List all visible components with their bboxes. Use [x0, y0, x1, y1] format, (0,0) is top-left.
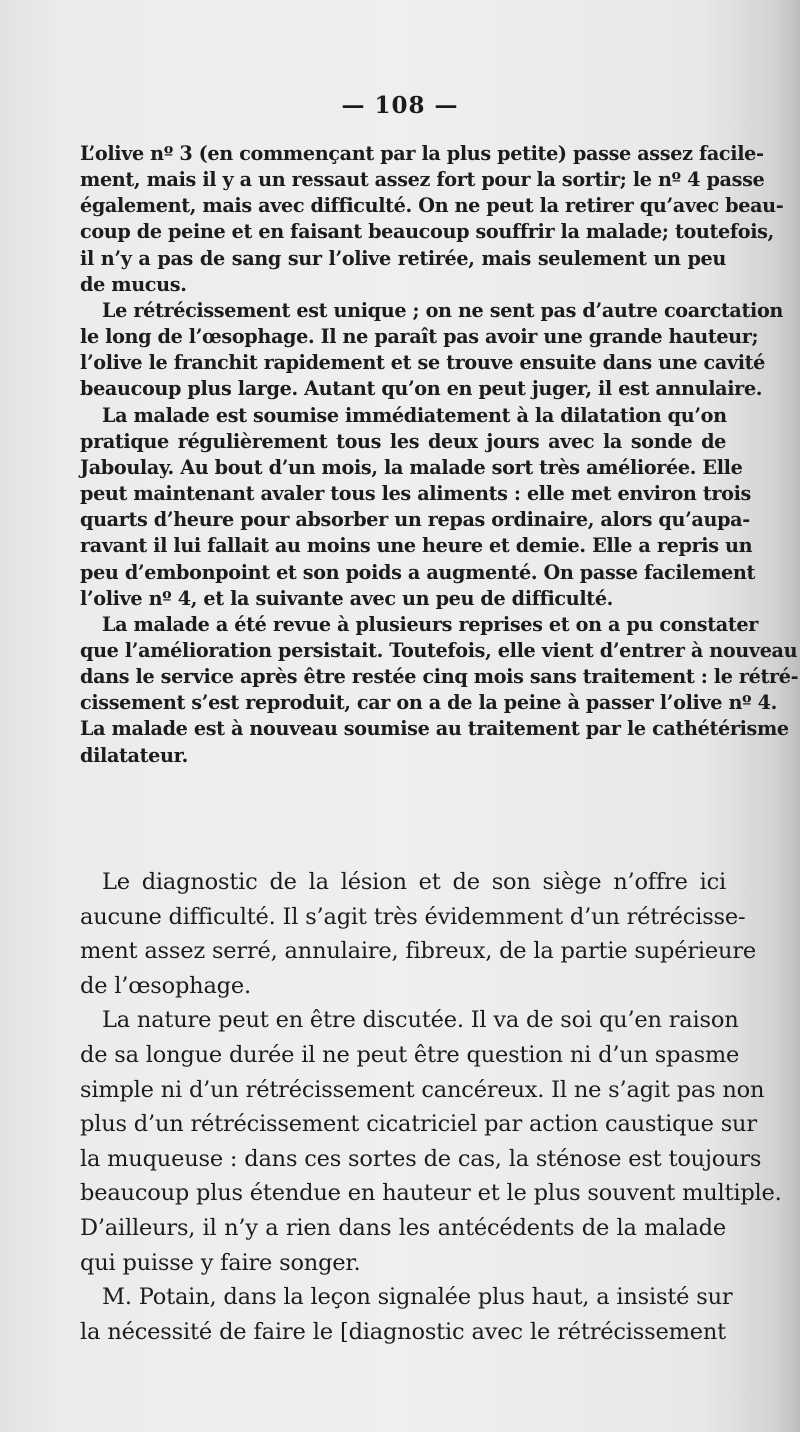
text-line: il n’y a pas de sang sur l’olive retirée, mais seulement un peu	[80, 246, 726, 270]
observation-text	[80, 141, 799, 769]
text-line: dans le service après être restée cinq mois sans traitement : le rétré-	[80, 665, 799, 689]
text-line: cissement s’est reproduit, car on a de la peine à passer l’olive nº 4.	[80, 691, 777, 715]
text-line: qui puisse y faire songer.	[80, 1249, 361, 1276]
text-line: La nature peut en être discutée. Il va de soi qu’en raison	[102, 1007, 739, 1034]
text-line: le long de l’œsophage. Il ne paraît pas avoir une grande hauteur;	[80, 325, 759, 349]
text-line: plus d’un rétrécissement cicatriciel par action caustique sur	[80, 1111, 757, 1138]
text-line: ment, mais il y a un ressaut assez fort pour la sortir; le nº 4 passe	[80, 168, 765, 192]
text-line: simple ni d’un rétrécissement cancéreux. Il ne s’agit pas non	[80, 1076, 765, 1103]
text-line: dilatateur.	[80, 743, 188, 767]
text-line: beaucoup plus étendue en hauteur et le plus souvent multiple.	[80, 1180, 782, 1207]
text-line: également, mais avec difficulté. On ne peut la retirer qu’avec beau-	[80, 194, 784, 218]
text-line: beaucoup plus large. Autant qu’on en peut juger, il est annulaire.	[80, 377, 763, 401]
text-line: aucune difficulté. Il s’agit très évidemment d’un rétrécisse-	[80, 903, 746, 930]
text-line: la muqueuse : dans ces sortes de cas, la sténose est toujours	[80, 1145, 762, 1172]
text-line: La malade est soumise immédiatement à la dilatation qu’on	[102, 403, 727, 427]
text-line: La malade a été revue à plusieurs reprises et on a pu constater	[102, 612, 758, 636]
text-line: peu d’embonpoint et son poids a augmenté. On passe facilement	[80, 560, 756, 584]
page-number: — 108 —	[341, 92, 459, 119]
text-line: de l’œsophage.	[80, 972, 251, 999]
discussion-text	[80, 865, 782, 1349]
text-line: pratique régulièrement tous les deux jours avec la sonde de	[80, 429, 726, 453]
text-line: D’ailleurs, il n’y a rien dans les antécédents de la malade	[80, 1214, 726, 1241]
text-line: l’olive le franchit rapidement et se trouve ensuite dans une cavité	[80, 351, 766, 375]
text-line: de sa longue durée il ne peut être question ni d’un spasme	[80, 1041, 740, 1068]
text-line: Le diagnostic de la lésion et de son siège n’offre ici	[102, 869, 726, 895]
text-line: peut maintenant avaler tous les aliments : elle met environ trois	[80, 482, 751, 506]
text-line: que l’amélioration persistait. Toutefois, elle vient d’entrer à nouveau	[80, 638, 798, 662]
text-line: coup de peine et en faisant beaucoup souffrir la malade; toutefois,	[80, 220, 774, 244]
text-line: la nécessité de faire le [diagnostic avec le rétrécissement	[80, 1318, 726, 1345]
text-line: ravant il lui fallait au moins une heure et demie. Elle a repris un	[80, 534, 753, 558]
text-line: l’olive nº 4, et la suivante avec un peu de difficulté.	[80, 586, 614, 610]
text-line: Le rétrécissement est unique ; on ne sent pas d’autre coarctation	[102, 298, 784, 322]
text-line: quarts d’heure pour absorber un repas ordinaire, alors qu’aupa-	[80, 508, 750, 532]
text-line: Jaboulay. Au bout d’un mois, la malade sort très améliorée. Elle	[80, 455, 743, 479]
text-line: La malade est à nouveau soumise au traitement par le cathétérisme	[80, 717, 789, 741]
text-line: L’olive nº 3 (en commençant par la plus petite) passe assez facile-	[80, 142, 764, 165]
text-line: M. Potain, dans la leçon signalée plus haut, a insisté sur	[102, 1284, 733, 1311]
text-line: ment assez serré, annulaire, fibreux, de la partie supérieure	[80, 938, 757, 965]
text-line: de mucus.	[80, 272, 187, 296]
